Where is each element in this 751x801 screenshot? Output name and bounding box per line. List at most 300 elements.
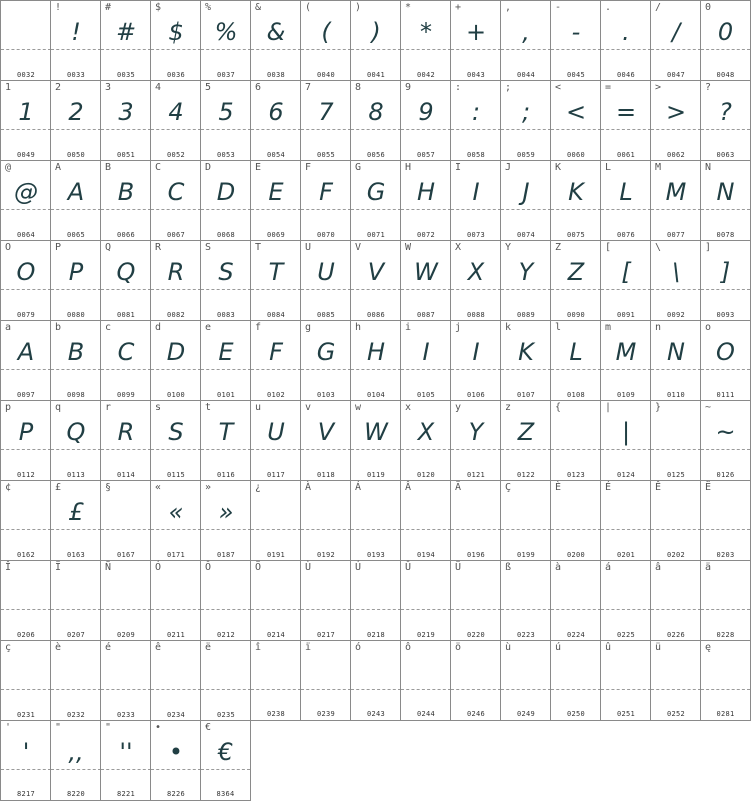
glyph-preview: [101, 575, 151, 609]
glyph-preview: N: [667, 338, 685, 366]
glyph-cell-0035[interactable]: [100, 0, 151, 81]
glyph-cell-8364[interactable]: [200, 720, 251, 801]
char-code: 0063: [716, 151, 735, 159]
glyph-cell-0119[interactable]: [350, 400, 401, 481]
glyph-cell-0052[interactable]: [150, 80, 201, 161]
glyph-cell-0223[interactable]: [500, 560, 551, 641]
char-code: 0112: [16, 471, 36, 479]
glyph-cell-0093[interactable]: [700, 240, 751, 321]
baseline-guide: [501, 49, 551, 50]
glyph-preview: O: [716, 338, 735, 366]
char-code: 0070: [316, 231, 336, 239]
char-label: W: [405, 242, 412, 253]
baseline-guide: [401, 49, 451, 50]
glyph-cell-0067[interactable]: [150, 160, 201, 241]
glyph-preview: @: [14, 178, 38, 206]
char-code: 0113: [66, 471, 86, 479]
char-code: 0071: [366, 231, 386, 239]
char-label: =: [605, 82, 612, 93]
glyph-cell-0112[interactable]: [0, 400, 51, 481]
glyph-cell-0037[interactable]: [200, 0, 251, 81]
baseline-guide: [701, 609, 750, 610]
char-label: §: [105, 482, 112, 493]
char-code: 0044: [516, 71, 536, 79]
glyph-preview: [401, 575, 451, 609]
char-code: 0033: [66, 71, 86, 79]
glyph-cell-0202[interactable]: [650, 480, 701, 561]
glyph-cell-0192[interactable]: [300, 480, 351, 561]
glyph-cell-0214[interactable]: [250, 560, 301, 641]
char-code: 0249: [516, 710, 536, 718]
glyph-cell-0228[interactable]: [700, 560, 751, 641]
glyph-cell-0075[interactable]: [550, 160, 601, 241]
glyph-cell-0123[interactable]: [550, 400, 601, 481]
char-label: p: [5, 402, 12, 413]
char-label: k: [505, 322, 512, 333]
char-code: 0079: [16, 311, 36, 319]
baseline-guide: [101, 369, 151, 370]
glyph-cell-0090[interactable]: [550, 240, 601, 321]
baseline-guide: [1, 129, 51, 130]
glyph-cell-0059[interactable]: [500, 80, 551, 161]
glyph-preview: [651, 415, 701, 449]
glyph-cell-0203[interactable]: [700, 480, 751, 561]
char-code: 8226: [166, 790, 186, 798]
glyph-cell-0126[interactable]: [700, 400, 751, 481]
glyph-preview: 8: [368, 98, 384, 126]
glyph-cell-0110[interactable]: [650, 320, 701, 401]
char-label: %: [205, 2, 212, 13]
glyph-cell-0078[interactable]: [700, 160, 751, 241]
glyph-cell-0081[interactable]: [100, 240, 151, 321]
glyph-preview: L: [569, 338, 583, 366]
char-code: 0043: [466, 71, 486, 79]
char-label: ę: [705, 642, 712, 653]
baseline-guide: [501, 609, 551, 610]
glyph-cell-0219[interactable]: [400, 560, 451, 641]
glyph-preview: G: [316, 338, 336, 366]
char-label: T: [255, 242, 262, 253]
glyph-cell-0199[interactable]: [500, 480, 551, 561]
glyph-preview: 5: [218, 98, 234, 126]
glyph-preview: [701, 655, 750, 689]
glyph-preview: O: [16, 258, 36, 286]
glyph-cell-0171[interactable]: [150, 480, 201, 561]
glyph-cell-0235[interactable]: [200, 640, 251, 721]
glyph-cell-0044[interactable]: [500, 0, 551, 81]
glyph-cell-0077[interactable]: [650, 160, 701, 241]
char-label: ö: [455, 642, 462, 653]
baseline-guide: [551, 449, 601, 450]
glyph-preview: [551, 575, 601, 609]
char-label: {: [555, 402, 562, 413]
char-label: +: [455, 2, 462, 13]
char-label: Î: [5, 562, 12, 573]
glyph-cell-0042[interactable]: [400, 0, 451, 81]
char-code: 8220: [66, 790, 86, 798]
baseline-guide: [551, 529, 601, 530]
char-label: ¢: [5, 482, 12, 493]
glyph-cell-0101[interactable]: [200, 320, 251, 401]
glyph-cell-0239[interactable]: [300, 640, 351, 721]
glyph-cell-0084[interactable]: [250, 240, 301, 321]
glyph-preview: [51, 655, 101, 689]
glyph-cell-0238[interactable]: [250, 640, 301, 721]
glyph-cell-0194[interactable]: [400, 480, 451, 561]
baseline-guide: [251, 449, 301, 450]
char-label: C: [155, 162, 162, 173]
glyph-cell-0211[interactable]: [150, 560, 201, 641]
glyph-cell-0089[interactable]: [500, 240, 551, 321]
char-label: &: [255, 2, 262, 13]
glyph-preview: [601, 575, 651, 609]
glyph-cell-0057[interactable]: [400, 80, 451, 161]
glyph-cell-0187[interactable]: [200, 480, 251, 561]
char-label: c: [105, 322, 112, 333]
glyph-cell-0098[interactable]: [50, 320, 101, 401]
char-label: !: [55, 2, 62, 13]
char-code: 0098: [66, 391, 86, 399]
glyph-cell-0100[interactable]: [150, 320, 201, 401]
glyph-cell-0233[interactable]: [100, 640, 151, 721]
glyph-cell-0200[interactable]: [550, 480, 601, 561]
glyph-cell-0041[interactable]: [350, 0, 401, 81]
baseline-guide: [151, 289, 201, 290]
glyph-cell-0045[interactable]: [550, 0, 601, 81]
glyph-preview: [651, 495, 701, 529]
glyph-preview: J: [522, 178, 530, 206]
glyph-preview: [251, 575, 301, 609]
char-code: 0232: [66, 711, 86, 719]
glyph-cell-0043[interactable]: [450, 0, 501, 81]
char-code: 0281: [716, 710, 735, 718]
glyph-preview: ?: [719, 98, 732, 126]
glyph-cell-0281[interactable]: [700, 640, 751, 721]
char-label: £: [55, 482, 62, 493]
char-code: 0187: [216, 551, 236, 559]
glyph-cell-0196[interactable]: [450, 480, 501, 561]
glyph-cell-0091[interactable]: [600, 240, 651, 321]
glyph-cell-0191[interactable]: [250, 480, 301, 561]
glyph-cell-0217[interactable]: [300, 560, 351, 641]
glyph-cell-0104[interactable]: [350, 320, 401, 401]
char-label: g: [305, 322, 312, 333]
glyph-cell-0206[interactable]: [0, 560, 51, 641]
char-code: 0036: [166, 71, 186, 79]
glyph-preview: [51, 575, 101, 609]
glyph-cell-0087[interactable]: [400, 240, 451, 321]
char-code: 0118: [316, 471, 336, 479]
char-code: 0162: [16, 551, 36, 559]
char-label: [: [605, 242, 612, 253]
baseline-guide: [251, 529, 301, 530]
glyph-cell-0207[interactable]: [50, 560, 101, 641]
baseline-guide: [301, 529, 351, 530]
char-code: 0217: [316, 631, 336, 639]
glyph-cell-8217[interactable]: [0, 720, 51, 801]
glyph-cell-0054[interactable]: [250, 80, 301, 161]
baseline-guide: [451, 49, 501, 50]
glyph-cell-0226[interactable]: [650, 560, 701, 641]
char-code: 0105: [416, 391, 436, 399]
char-code: 0060: [566, 151, 586, 159]
char-label: m: [605, 322, 612, 333]
glyph-cell-0061[interactable]: [600, 80, 651, 161]
glyph-cell-0049[interactable]: [0, 80, 51, 161]
glyph-cell-0053[interactable]: [200, 80, 251, 161]
glyph-cell-0103[interactable]: [300, 320, 351, 401]
glyph-cell-0088[interactable]: [450, 240, 501, 321]
glyph-cell-0220[interactable]: [450, 560, 501, 641]
glyph-preview: B: [67, 338, 85, 366]
glyph-cell-0092[interactable]: [650, 240, 701, 321]
glyph-cell-0125[interactable]: [650, 400, 701, 481]
char-label: 6: [255, 82, 262, 93]
glyph-cell-0055[interactable]: [300, 80, 351, 161]
glyph-cell-0250[interactable]: [550, 640, 601, 721]
glyph-preview: A: [17, 338, 35, 366]
glyph-cell-0108[interactable]: [550, 320, 601, 401]
glyph-cell-0072[interactable]: [400, 160, 451, 241]
glyph-preview: =: [615, 98, 637, 126]
glyph-cell-0086[interactable]: [350, 240, 401, 321]
char-code: 0203: [716, 551, 735, 559]
glyph-preview: '': [119, 738, 133, 766]
baseline-guide: [1, 769, 51, 770]
glyph-preview: X: [467, 258, 485, 286]
glyph-preview: W: [364, 418, 388, 446]
baseline-guide: [401, 289, 451, 290]
baseline-guide: [451, 609, 501, 610]
glyph-preview: [501, 655, 551, 689]
char-label: S: [205, 242, 212, 253]
char-code: 0246: [466, 710, 486, 718]
char-code: 0053: [216, 151, 236, 159]
glyph-cell-0063[interactable]: [700, 80, 751, 161]
glyph-cell-0040[interactable]: [300, 0, 351, 81]
char-code: 0090: [566, 311, 586, 319]
glyph-cell-0056[interactable]: [350, 80, 401, 161]
glyph-cell-8221[interactable]: [100, 720, 151, 801]
glyph-cell-0068[interactable]: [200, 160, 251, 241]
char-code: 0046: [616, 71, 636, 79]
glyph-cell-0121[interactable]: [450, 400, 501, 481]
glyph-cell-0073[interactable]: [450, 160, 501, 241]
glyph-cell-0051[interactable]: [100, 80, 151, 161]
baseline-guide: [201, 769, 250, 770]
glyph-cell-0124[interactable]: [600, 400, 651, 481]
char-label: ë: [205, 642, 212, 653]
glyph-cell-0060[interactable]: [550, 80, 601, 161]
glyph-cell-8226[interactable]: [150, 720, 201, 801]
baseline-guide: [251, 129, 301, 130]
glyph-preview: M: [615, 338, 637, 366]
baseline-guide: [651, 129, 701, 130]
glyph-cell-0071[interactable]: [350, 160, 401, 241]
glyph-cell-0048[interactable]: [700, 0, 751, 81]
baseline-guide: [151, 529, 201, 530]
glyph-cell-8220[interactable]: [50, 720, 101, 801]
glyph-cell-0113[interactable]: [50, 400, 101, 481]
char-label: ): [355, 2, 362, 13]
glyph-cell-0212[interactable]: [200, 560, 251, 641]
glyph-cell-0050[interactable]: [50, 80, 101, 161]
char-label: à: [555, 562, 562, 573]
glyph-cell-0249[interactable]: [500, 640, 551, 721]
char-label: o: [705, 322, 712, 333]
baseline-guide: [601, 609, 651, 610]
glyph-cell-0102[interactable]: [250, 320, 301, 401]
glyph-cell-0224[interactable]: [550, 560, 601, 641]
glyph-cell-0109[interactable]: [600, 320, 651, 401]
baseline-guide: [501, 129, 551, 130]
glyph-cell-0069[interactable]: [250, 160, 301, 241]
glyph-preview: [451, 655, 501, 689]
glyph-preview: Y: [518, 258, 534, 286]
glyph-preview: »: [218, 498, 234, 526]
char-label: w: [355, 402, 362, 413]
char-label: $: [155, 2, 162, 13]
char-label: Ó: [155, 562, 162, 573]
glyph-preview: ;: [521, 98, 531, 126]
glyph-cell-0120[interactable]: [400, 400, 451, 481]
glyph-preview: 1: [18, 98, 34, 126]
char-label: r: [105, 402, 112, 413]
glyph-cell-0074[interactable]: [500, 160, 551, 241]
glyph-cell-0209[interactable]: [100, 560, 151, 641]
glyph-cell-0032[interactable]: [0, 0, 51, 81]
char-code: 0078: [716, 231, 735, 239]
glyph-cell-0080[interactable]: [50, 240, 101, 321]
char-code: 0123: [566, 471, 586, 479]
char-code: 0220: [466, 631, 486, 639]
char-code: 0199: [516, 551, 536, 559]
glyph-cell-0218[interactable]: [350, 560, 401, 641]
char-code: 0125: [666, 471, 686, 479]
glyph-cell-0244[interactable]: [400, 640, 451, 721]
char-label: Q: [105, 242, 112, 253]
baseline-guide: [301, 129, 351, 130]
glyph-cell-0062[interactable]: [650, 80, 701, 161]
char-code: 0052: [166, 151, 186, 159]
glyph-cell-0232[interactable]: [50, 640, 101, 721]
glyph-cell-0046[interactable]: [600, 0, 651, 81]
char-label: Á: [355, 482, 362, 493]
glyph-preview: S: [218, 258, 234, 286]
char-label: ï: [305, 642, 312, 653]
glyph-cell-0114[interactable]: [100, 400, 151, 481]
char-label: ": [105, 722, 112, 733]
glyph-cell-0246[interactable]: [450, 640, 501, 721]
glyph-cell-0111[interactable]: [700, 320, 751, 401]
char-label: 9: [405, 82, 412, 93]
glyph-cell-0117[interactable]: [250, 400, 301, 481]
glyph-cell-0225[interactable]: [600, 560, 651, 641]
glyph-cell-0076[interactable]: [600, 160, 651, 241]
char-code: 0088: [466, 311, 486, 319]
glyph-cell-0118[interactable]: [300, 400, 351, 481]
glyph-cell-0097[interactable]: [0, 320, 51, 401]
glyph-preview: [451, 495, 501, 529]
glyph-cell-0122[interactable]: [500, 400, 551, 481]
baseline-guide: [1, 529, 51, 530]
baseline-guide: [201, 689, 251, 690]
char-code: 0093: [716, 311, 735, 319]
glyph-cell-0163[interactable]: [50, 480, 101, 561]
glyph-cell-0105[interactable]: [400, 320, 451, 401]
glyph-cell-0162[interactable]: [0, 480, 51, 561]
glyph-cell-0201[interactable]: [600, 480, 651, 561]
glyph-preview: L: [619, 178, 633, 206]
glyph-cell-0231[interactable]: [0, 640, 51, 721]
glyph-cell-0193[interactable]: [350, 480, 401, 561]
glyph-cell-0082[interactable]: [150, 240, 201, 321]
char-code: 0251: [616, 710, 636, 718]
char-code: 0048: [716, 71, 735, 79]
glyph-cell-0033[interactable]: [50, 0, 101, 81]
char-label: u: [255, 402, 262, 413]
glyph-cell-0085[interactable]: [300, 240, 351, 321]
glyph-cell-0106[interactable]: [450, 320, 501, 401]
char-code: 0086: [366, 311, 386, 319]
char-label: ß: [505, 562, 512, 573]
glyph-cell-0066[interactable]: [100, 160, 151, 241]
glyph-preview: I: [422, 338, 430, 366]
glyph-preview: 9: [418, 98, 434, 126]
glyph-cell-0107[interactable]: [500, 320, 551, 401]
baseline-guide: [301, 289, 351, 290]
glyph-preview: [701, 495, 750, 529]
char-code: 0225: [616, 631, 636, 639]
glyph-preview: [301, 655, 351, 689]
glyph-cell-0115[interactable]: [150, 400, 201, 481]
glyph-cell-0116[interactable]: [200, 400, 251, 481]
char-label: X: [455, 242, 462, 253]
baseline-guide: [251, 609, 301, 610]
glyph-preview: K: [568, 178, 584, 206]
glyph-cell-0047[interactable]: [650, 0, 701, 81]
glyph-preview: [501, 575, 551, 609]
glyph-cell-0064[interactable]: [0, 160, 51, 241]
glyph-cell-0036[interactable]: [150, 0, 201, 81]
glyph-cell-0058[interactable]: [450, 80, 501, 161]
char-code: 0115: [166, 471, 186, 479]
glyph-cell-0252[interactable]: [650, 640, 701, 721]
glyph-preview: H: [366, 338, 386, 366]
glyph-cell-0079[interactable]: [0, 240, 51, 321]
glyph-preview: X: [417, 418, 435, 446]
glyph-preview: ]: [720, 258, 731, 286]
glyph-cell-0038[interactable]: [250, 0, 301, 81]
char-code: 0104: [366, 391, 386, 399]
glyph-cell-0099[interactable]: [100, 320, 151, 401]
baseline-guide: [501, 449, 551, 450]
glyph-cell-0065[interactable]: [50, 160, 101, 241]
glyph-cell-0167[interactable]: [100, 480, 151, 561]
baseline-guide: [401, 529, 451, 530]
glyph-cell-0070[interactable]: [300, 160, 351, 241]
baseline-guide: [51, 289, 101, 290]
baseline-guide: [451, 529, 501, 530]
baseline-guide: [301, 49, 351, 50]
char-label: :: [455, 82, 462, 93]
glyph-cell-0243[interactable]: [350, 640, 401, 721]
glyph-cell-0234[interactable]: [150, 640, 201, 721]
baseline-guide: [601, 129, 651, 130]
glyph-preview: D: [166, 338, 186, 366]
glyph-cell-0251[interactable]: [600, 640, 651, 721]
glyph-cell-0083[interactable]: [200, 240, 251, 321]
